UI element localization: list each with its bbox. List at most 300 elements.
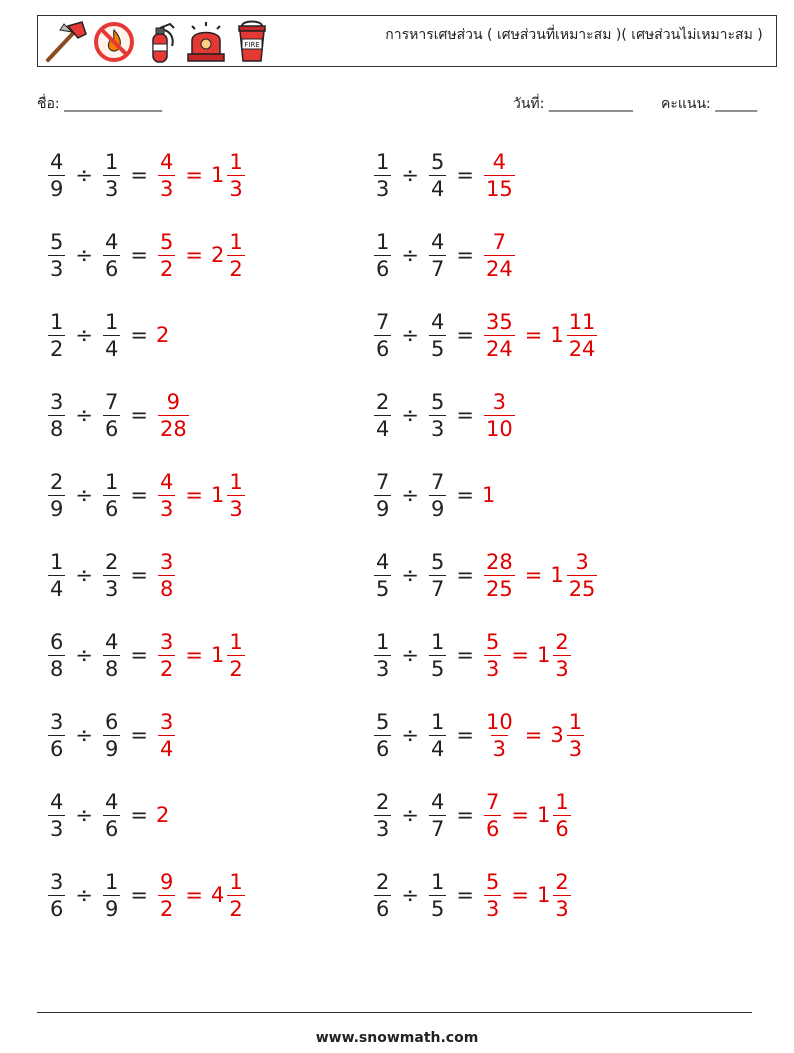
numerator: 2	[104, 549, 119, 574]
dividend-fraction	[374, 629, 391, 682]
numerator: 5	[430, 149, 445, 174]
numerator: 3	[50, 389, 64, 414]
numerator: 28	[485, 549, 513, 574]
numerator: 1	[376, 229, 390, 254]
numerator: 10	[485, 709, 513, 734]
numerator: 1	[104, 309, 119, 334]
worksheet-header	[37, 15, 777, 67]
answer	[482, 869, 573, 922]
problem-10	[372, 463, 495, 527]
answer-fraction	[158, 389, 189, 442]
divisor-fraction	[429, 789, 446, 842]
divisor-fraction	[429, 149, 446, 202]
denominator: 3	[376, 176, 390, 201]
denominator: 25	[485, 576, 513, 601]
answer-fraction	[158, 229, 175, 282]
bucket-label: FIRE	[244, 41, 260, 49]
denominator: 6	[104, 256, 119, 281]
numerator: 1	[229, 629, 243, 654]
answer	[156, 869, 247, 922]
answer-equals-sign: =	[524, 723, 543, 747]
numerator: 4	[430, 789, 445, 814]
denominator: 4	[50, 576, 64, 601]
equals-sign: =	[456, 803, 474, 827]
numerator: 4	[50, 149, 64, 174]
denominator: 3	[430, 416, 445, 441]
denominator: 3	[104, 576, 119, 601]
equals-sign: =	[456, 643, 474, 667]
divisor-fraction	[103, 709, 120, 762]
dividend-fraction	[48, 709, 65, 762]
denominator: 7	[430, 256, 445, 281]
answer	[482, 229, 517, 282]
denominator: 7	[430, 816, 445, 841]
mixed-fraction	[567, 549, 598, 602]
denominator: 6	[485, 816, 500, 841]
answer	[156, 709, 177, 762]
numerator: 1	[50, 309, 64, 334]
answer	[156, 549, 177, 602]
problem-17	[46, 783, 169, 847]
answer	[482, 309, 599, 362]
divisor-fraction	[103, 149, 120, 202]
equals-sign: =	[456, 163, 474, 187]
numerator: 6	[104, 709, 119, 734]
answer-whole: 2	[155, 803, 170, 827]
numerator: 5	[430, 389, 445, 414]
equals-sign: =	[130, 483, 148, 507]
divisor-fraction	[103, 309, 120, 362]
divisor-fraction	[429, 629, 446, 682]
divide-sign: ÷	[401, 323, 419, 347]
divisor-fraction	[103, 629, 120, 682]
dividend-fraction	[48, 629, 65, 682]
denominator: 15	[485, 176, 513, 201]
divisor-fraction	[429, 389, 446, 442]
answer	[156, 629, 247, 682]
numerator: 7	[376, 469, 390, 494]
dividend-fraction	[374, 389, 391, 442]
divide-sign: ÷	[75, 803, 93, 827]
numerator: 1	[555, 789, 569, 814]
denominator: 8	[50, 416, 64, 441]
numerator: 2	[555, 629, 569, 654]
problem-12	[372, 543, 599, 607]
divisor-fraction	[103, 389, 120, 442]
name-field: ชื่อ: ______________	[37, 96, 163, 112]
answer-fraction	[484, 229, 515, 282]
denominator: 3	[568, 736, 583, 761]
numerator: 1	[50, 549, 64, 574]
answer	[482, 389, 517, 442]
problem-11	[46, 543, 177, 607]
divisor-fraction	[429, 709, 446, 762]
divide-sign: ÷	[401, 403, 419, 427]
divisor-fraction	[103, 789, 120, 842]
numerator: 3	[159, 549, 174, 574]
problem-6	[372, 303, 599, 367]
denominator: 6	[376, 896, 390, 921]
denominator: 5	[430, 336, 445, 361]
divide-sign: ÷	[401, 643, 419, 667]
problem-20	[372, 863, 573, 927]
answer	[482, 789, 573, 842]
numerator: 7	[104, 389, 119, 414]
answer	[156, 229, 247, 282]
dividend-fraction	[374, 709, 391, 762]
answer-fraction	[158, 869, 175, 922]
dividend-fraction	[48, 229, 65, 282]
numerator: 3	[159, 629, 174, 654]
answer-whole: 1	[481, 483, 496, 507]
answer-equals-sign: =	[185, 243, 203, 267]
mixed-fraction	[567, 309, 598, 362]
numerator: 7	[376, 309, 390, 334]
numerator: 1	[104, 869, 119, 894]
denominator: 3	[376, 816, 390, 841]
numerator: 2	[555, 869, 569, 894]
numerator: 4	[159, 469, 174, 494]
numerator: 5	[485, 869, 500, 894]
problem-16	[372, 703, 586, 767]
mixed-whole: 3	[550, 723, 564, 747]
answer	[482, 549, 599, 602]
divisor-fraction	[429, 549, 446, 602]
equals-sign: =	[456, 883, 474, 907]
problem-9	[46, 463, 247, 527]
numerator: 4	[430, 309, 445, 334]
denominator: 2	[229, 256, 243, 281]
mixed-fraction	[553, 629, 570, 682]
numerator: 1	[430, 629, 445, 654]
numerator: 35	[485, 309, 513, 334]
answer-equals-sign: =	[185, 643, 203, 667]
numerator: 4	[104, 629, 119, 654]
divisor-fraction	[429, 869, 446, 922]
denominator: 3	[485, 896, 500, 921]
denominator: 24	[485, 256, 513, 281]
denominator: 6	[376, 256, 390, 281]
divide-sign: ÷	[75, 243, 93, 267]
dividend-fraction	[374, 789, 391, 842]
denominator: 2	[229, 656, 243, 681]
dividend-fraction	[48, 789, 65, 842]
denominator: 6	[555, 816, 569, 841]
dividend-fraction	[374, 869, 391, 922]
divide-sign: ÷	[75, 403, 93, 427]
alarm-siren-icon	[184, 20, 228, 64]
no-fire-icon	[92, 20, 136, 64]
numerator: 7	[485, 789, 500, 814]
denominator: 2	[159, 896, 174, 921]
numerator: 3	[50, 709, 64, 734]
numerator: 5	[159, 229, 174, 254]
numerator: 4	[104, 789, 119, 814]
denominator: 3	[50, 256, 64, 281]
divide-sign: ÷	[401, 723, 419, 747]
fire-extinguisher-icon	[140, 20, 180, 64]
numerator: 2	[376, 389, 390, 414]
answer-fraction	[484, 789, 501, 842]
numerator: 11	[568, 309, 596, 334]
problem-8	[372, 383, 517, 447]
denominator: 8	[104, 656, 119, 681]
dividend-fraction	[48, 869, 65, 922]
mixed-fraction	[227, 629, 244, 682]
denominator: 2	[159, 656, 174, 681]
numerator: 7	[492, 229, 507, 254]
denominator: 9	[50, 176, 64, 201]
mixed-whole: 2	[210, 243, 225, 267]
numerator: 3	[159, 709, 174, 734]
equals-sign: =	[130, 403, 148, 427]
mixed-whole: 4	[210, 883, 225, 907]
mixed-fraction	[227, 149, 244, 202]
denominator: 5	[376, 576, 390, 601]
problem-19	[46, 863, 247, 927]
numerator: 1	[229, 869, 243, 894]
equals-sign: =	[456, 323, 474, 347]
denominator: 8	[50, 656, 64, 681]
denominator: 3	[229, 496, 243, 521]
equals-sign: =	[130, 803, 148, 827]
answer-fraction	[484, 389, 515, 442]
divisor-fraction	[103, 869, 120, 922]
answer-fraction	[484, 629, 501, 682]
answer-fraction	[158, 549, 175, 602]
denominator: 9	[376, 496, 390, 521]
numerator: 6	[50, 629, 64, 654]
denominator: 3	[159, 496, 174, 521]
dividend-fraction	[48, 469, 65, 522]
mixed-whole: 1	[210, 483, 225, 507]
numerator: 5	[485, 629, 500, 654]
answer	[156, 149, 247, 202]
numerator: 4	[159, 149, 174, 174]
divide-sign: ÷	[75, 163, 93, 187]
dividend-fraction	[374, 469, 391, 522]
dividend-fraction	[48, 149, 65, 202]
divide-sign: ÷	[75, 563, 93, 587]
numerator: 1	[104, 149, 119, 174]
answer	[482, 483, 495, 507]
denominator: 9	[104, 736, 119, 761]
answer-whole: 2	[155, 323, 170, 347]
problem-3	[46, 223, 247, 287]
denominator: 6	[50, 896, 64, 921]
answer	[156, 323, 169, 347]
divisor-fraction	[429, 469, 446, 522]
equals-sign: =	[456, 563, 474, 587]
mixed-whole: 1	[550, 563, 564, 587]
numerator: 3	[575, 549, 589, 574]
equals-sign: =	[130, 643, 148, 667]
denominator: 5	[430, 656, 445, 681]
divisor-fraction	[103, 469, 120, 522]
answer	[156, 803, 169, 827]
equals-sign: =	[130, 883, 148, 907]
denominator: 6	[104, 816, 119, 841]
divide-sign: ÷	[75, 883, 93, 907]
divide-sign: ÷	[401, 163, 419, 187]
divisor-fraction	[103, 229, 120, 282]
mixed-fraction	[227, 229, 244, 282]
divide-sign: ÷	[75, 483, 93, 507]
problem-18	[372, 783, 573, 847]
dividend-fraction	[374, 309, 391, 362]
numerator: 1	[376, 629, 390, 654]
divisor-fraction	[429, 309, 446, 362]
denominator: 25	[568, 576, 596, 601]
numerator: 7	[430, 469, 445, 494]
divide-sign: ÷	[401, 483, 419, 507]
answer-fraction	[158, 629, 175, 682]
mixed-whole: 1	[550, 323, 564, 347]
answer-fraction	[158, 709, 175, 762]
denominator: 3	[159, 176, 174, 201]
answer	[482, 709, 586, 762]
problem-7	[46, 383, 191, 447]
dividend-fraction	[48, 389, 65, 442]
numerator: 1	[376, 149, 390, 174]
fire-bucket-icon	[232, 20, 272, 64]
denominator: 24	[568, 336, 596, 361]
numerator: 3	[50, 869, 64, 894]
numerator: 4	[376, 549, 390, 574]
denominator: 3	[555, 896, 569, 921]
divide-sign: ÷	[75, 643, 93, 667]
denominator: 6	[104, 416, 119, 441]
mixed-whole: 1	[536, 883, 551, 907]
dividend-fraction	[48, 309, 65, 362]
denominator: 4	[376, 416, 390, 441]
numerator: 5	[430, 549, 445, 574]
answer-equals-sign: =	[185, 483, 203, 507]
dividend-fraction	[374, 149, 391, 202]
answer-fraction	[158, 149, 175, 202]
answer	[156, 389, 191, 442]
problem-14	[372, 623, 573, 687]
denominator: 9	[430, 496, 445, 521]
numerator: 1	[229, 149, 243, 174]
equals-sign: =	[130, 163, 148, 187]
problem-1	[46, 143, 247, 207]
denominator: 9	[104, 896, 119, 921]
denominator: 3	[555, 656, 569, 681]
equals-sign: =	[130, 723, 148, 747]
numerator: 5	[50, 229, 64, 254]
divide-sign: ÷	[75, 723, 93, 747]
numerator: 9	[166, 389, 181, 414]
answer-fraction	[484, 549, 515, 602]
problem-15	[46, 703, 177, 767]
denominator: 2	[229, 896, 243, 921]
numerator: 1	[104, 469, 119, 494]
denominator: 3	[229, 176, 243, 201]
mixed-whole: 1	[210, 163, 225, 187]
answer-fraction	[484, 149, 515, 202]
problem-5	[46, 303, 169, 367]
denominator: 4	[430, 736, 445, 761]
denominator: 3	[376, 656, 390, 681]
denominator: 9	[50, 496, 64, 521]
numerator: 5	[376, 709, 390, 734]
denominator: 24	[485, 336, 513, 361]
numerator: 9	[159, 869, 174, 894]
answer-fraction	[484, 709, 515, 762]
dividend-fraction	[48, 549, 65, 602]
numerator: 2	[376, 789, 390, 814]
answer-fraction	[484, 869, 501, 922]
worksheet-title: การหารเศษส่วน ( เศษส่วนที่เหมาะสม )( เศษส่วนไม่เหมาะสม )	[385, 27, 763, 43]
axe-icon	[42, 20, 88, 64]
problem-13	[46, 623, 247, 687]
denominator: 4	[430, 176, 445, 201]
dividend-fraction	[374, 229, 391, 282]
equals-sign: =	[130, 243, 148, 267]
numerator: 1	[229, 469, 243, 494]
divide-sign: ÷	[401, 243, 419, 267]
divide-sign: ÷	[401, 883, 419, 907]
numerator: 2	[50, 469, 64, 494]
numerator: 3	[492, 389, 507, 414]
answer-equals-sign: =	[511, 883, 529, 907]
date-field: วันที่: ____________	[513, 96, 633, 112]
answer	[482, 149, 517, 202]
mixed-fraction	[553, 869, 570, 922]
equals-sign: =	[456, 243, 474, 267]
mixed-fraction	[227, 469, 244, 522]
denominator: 8	[159, 576, 174, 601]
denominator: 3	[492, 736, 507, 761]
answer-equals-sign: =	[511, 643, 529, 667]
denominator: 28	[159, 416, 187, 441]
denominator: 6	[376, 336, 390, 361]
mixed-whole: 1	[210, 643, 225, 667]
denominator: 4	[159, 736, 174, 761]
denominator: 7	[430, 576, 445, 601]
denominator: 4	[104, 336, 119, 361]
mixed-fraction	[567, 709, 584, 762]
answer-equals-sign: =	[185, 163, 203, 187]
divide-sign: ÷	[75, 323, 93, 347]
mixed-fraction	[553, 789, 570, 842]
problem-2	[372, 143, 517, 207]
answer-equals-sign: =	[185, 883, 203, 907]
equals-sign: =	[456, 483, 474, 507]
answer	[482, 629, 573, 682]
answer-fraction	[484, 309, 515, 362]
answer-fraction	[158, 469, 175, 522]
numerator: 1	[430, 709, 445, 734]
answer-equals-sign: =	[524, 563, 543, 587]
icon-strip	[42, 20, 272, 64]
denominator: 6	[376, 736, 390, 761]
numerator: 4	[430, 229, 445, 254]
equals-sign: =	[456, 723, 474, 747]
numerator: 4	[50, 789, 64, 814]
denominator: 3	[50, 816, 64, 841]
answer-equals-sign: =	[511, 803, 529, 827]
denominator: 3	[485, 656, 500, 681]
numerator: 1	[430, 869, 445, 894]
problem-4	[372, 223, 517, 287]
divisor-fraction	[429, 229, 446, 282]
numerator: 1	[229, 229, 243, 254]
equals-sign: =	[130, 323, 148, 347]
divisor-fraction	[103, 549, 120, 602]
dividend-fraction	[374, 549, 391, 602]
